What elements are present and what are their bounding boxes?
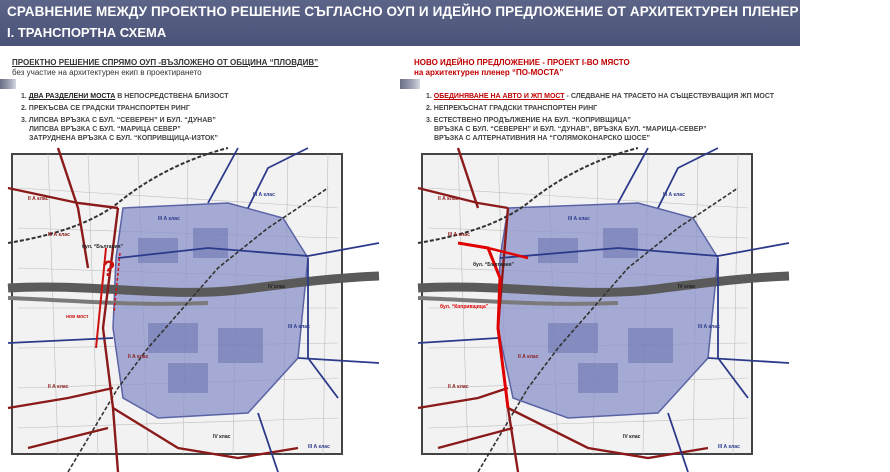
note-number: 2. [21, 105, 29, 112]
note-line [21, 104, 351, 113]
left-panel-heading [12, 58, 318, 78]
note-number: 1. [426, 93, 434, 100]
left-lbl-10: IV клас [268, 284, 286, 290]
note-line [426, 125, 786, 134]
note-line [426, 104, 786, 113]
note-highlight: ОБЕДИНЯВАНЕ НА АВТО И ЖП МОСТ [433, 93, 565, 100]
note-line [426, 92, 786, 101]
right-map [418, 148, 789, 472]
right-lbl-4: III А клас [448, 232, 470, 238]
right-lbl-12: III А клас [718, 444, 740, 450]
left-map [8, 148, 379, 472]
left-subheading-text: без участие на архитектурен екип в проектирането [12, 68, 202, 77]
right-lbl-1: II А клас [438, 196, 459, 202]
left-lbl-11: нов мост [66, 314, 89, 320]
note-text: - СЛЕДВАНЕ НА ТРАСЕТО НА СЪЩЕСТВУВАЩИЯ ЖП МОСТ [564, 93, 775, 100]
right-lbl-6: III А клас [698, 324, 720, 330]
note-line [21, 116, 351, 125]
left-lbl-3: III А клас [253, 192, 275, 198]
note-highlight: ДВА РАЗДЕЛЕНИ МОСТА [28, 93, 116, 100]
right-lbl-11: бул. “Копривщица” [440, 304, 489, 310]
left-lbl-9: II А клас [48, 384, 69, 390]
left-lbl-5: бул. “България” [82, 244, 124, 250]
note-number: 3. [426, 117, 434, 124]
right-lbl-9: II А клас [448, 384, 469, 390]
note-number: 3. [21, 117, 29, 124]
section-title: I. ТРАНСПОРТНА СХЕМА [7, 25, 167, 40]
left-lbl-6: III А клас [288, 324, 310, 330]
note-text: ЕСТЕСТВЕНО ПРОДЪЛЖЕНИЕ НА БУЛ. “КОПРИВЩИЦА” [433, 117, 631, 124]
note-text: В НЕПОСРЕДСТВЕНА БЛИЗОСТ [115, 93, 229, 100]
right-map-svg [418, 148, 789, 472]
right-lbl-5: бул. “България” [473, 262, 515, 268]
left-lbl-1: II А клас [28, 196, 49, 202]
note-text: ПРЕКЪСВА СЕ ГРАДСКИ ТРАНСПОРТЕН РИНГ [28, 105, 190, 112]
note-number: 2. [426, 105, 434, 112]
right-lbl-7: II А клас [518, 354, 539, 360]
right-heading-text: НОВО ИДЕЙНО ПРЕДЛОЖЕНИЕ - ПРОЕКТ I-ВО МЯСТО [414, 58, 630, 67]
right-panel-heading [414, 58, 630, 78]
note-line [426, 116, 786, 125]
left-notes-list [21, 92, 351, 143]
note-line [21, 134, 351, 143]
header-banner [0, 0, 890, 46]
right-lbl-2: III А клас [568, 216, 590, 222]
right-lbl-3: III А клас [663, 192, 685, 198]
right-notes-list [426, 92, 786, 143]
note-text: ЛИПСВА ВРЪЗКА С БУЛ. “МАРИЦА СЕВЕР” [29, 126, 181, 133]
note-number: 1. [21, 93, 29, 100]
left-lbl-12: III А клас [308, 444, 330, 450]
note-text: ВРЪЗКА С БУЛ. “СЕВЕРЕН” И БУЛ. “ДУНАВ”, ВРЪЗКА БУЛ. “МАРИЦА-СЕВЕР” [434, 126, 707, 133]
left-lbl-7: II А клас [128, 354, 149, 360]
right-lbl-8: IV клас [623, 434, 641, 440]
left-map-svg [8, 148, 379, 472]
note-text: ВРЪЗКА С АЛТЕРНАТИВНИЯ НА “ГОЛЯМОКОНАРСКО ШОСЕ” [434, 135, 650, 142]
left-heading-text: ПРОЕКТНО РЕШЕНИЕ СПРЯМО ОУП -ВЪЗЛОЖЕНО ОТ ОБЩИНА “ПЛОВДИВ” [12, 58, 319, 67]
note-text: НЕПРЕКЪСНАТ ГРАДСКИ ТРАНСПОРТЕН РИНГ [433, 105, 598, 112]
note-text: ЛИПСВА ВРЪЗКА С БУЛ. “СЕВЕРЕН” И БУЛ. “ДУНАВ” [28, 117, 216, 124]
page-title: СРАВНЕНИЕ МЕЖДУ ПРОЕКТНО РЕШЕНИЕ СЪГЛАСНО ОУП И ИДЕЙНО ПРЕДЛОЖЕНИЕ ОТ АРХИТЕКТУРЕН ПЛЕНЕР “ПО-МОСТА” [7, 4, 890, 19]
left-lbl-2: III А клас [158, 216, 180, 222]
right-accent-bar [400, 79, 420, 89]
note-line [21, 125, 351, 134]
note-line [426, 134, 786, 143]
note-line [21, 92, 351, 101]
left-lbl-4: III А клас [48, 232, 70, 238]
note-text: ЗАТРУДНЕНА ВРЪЗКА С БУЛ. “КОПРИВЩИЦА-ИЗТОК” [29, 135, 219, 142]
left-lbl-8: IV клас [213, 434, 231, 440]
right-lbl-10: IV клас [678, 284, 696, 290]
left-accent-bar [0, 79, 16, 89]
right-subheading-text: на архитектурен пленер “ПО-МОСТА” [414, 68, 564, 77]
left-question-mark: ? [102, 256, 116, 281]
